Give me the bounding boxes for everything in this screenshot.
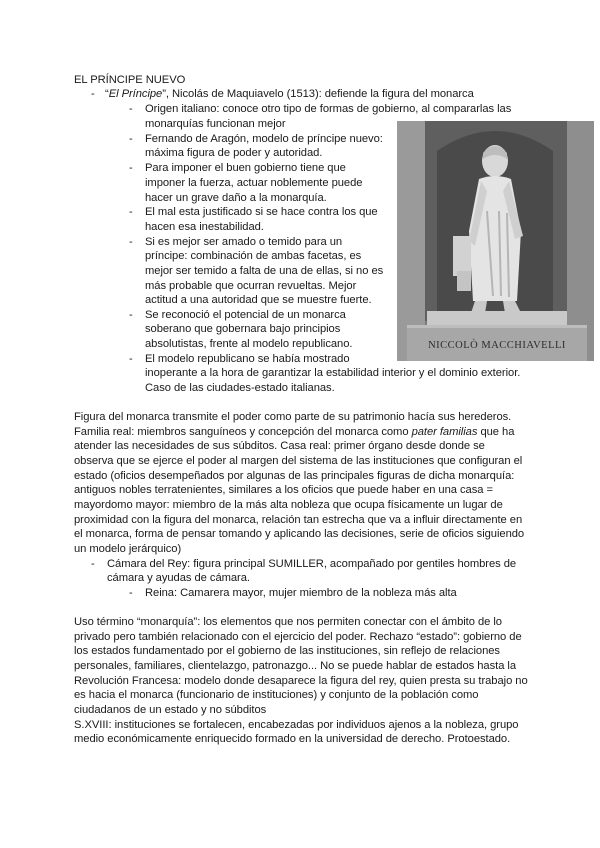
paragraph-line: personales, familiares, clientelazgo, patronazgo... No se puede hablar de estados hasta la xyxy=(74,660,517,672)
section-heading: EL PRÍNCIPE NUEVO xyxy=(74,74,186,86)
latin-term: pater familias xyxy=(411,426,478,438)
list-item: soberano que gobernara bajo principios xyxy=(145,323,341,335)
paragraph-line: es hacia el monarca (funcionario de instituciones) y conjunto de la población como xyxy=(74,689,479,701)
bullet-dash: - xyxy=(129,309,133,321)
bullet-dash: - xyxy=(129,353,133,365)
list-item: hacen esa inestabilidad. xyxy=(145,221,264,233)
bullet-dash: - xyxy=(129,103,133,115)
list-item: más probable que ocurran revueltas. Mejor xyxy=(145,280,357,292)
paragraph-line: ciudadanos de un estado y no súbditos xyxy=(74,704,267,716)
list-item: absolutistas, frente al modelo republicano. xyxy=(145,338,353,350)
list-item: Si es mejor ser amado o temido para un xyxy=(145,236,343,248)
list-item: Para imponer el buen gobierno tiene que xyxy=(145,162,346,174)
paragraph-line: los estados fundamentado por el gobierno de las instituciones, sin reflejo de relaciones xyxy=(74,645,500,657)
bullet-dash: - xyxy=(129,587,133,599)
paragraph-line: observa que se ejerce el poder al margen del sistema de las instituciones que configuran el xyxy=(74,455,523,467)
work-citation: “El Príncipe”, Nicolás de Maquiavelo (1513): defiende la figura del monarca xyxy=(105,88,474,100)
statue-illustration xyxy=(397,121,594,361)
list-item: Origen italiano: conoce otro tipo de formas de gobierno, al compararlas las xyxy=(145,103,512,115)
bullet-dash: - xyxy=(129,206,133,218)
statue-caption: NICCOLÒ MACCHIAVELLI xyxy=(428,340,566,351)
list-item: El modelo republicano se había mostrado xyxy=(145,353,350,365)
paragraph-line: mayordomo mayor: miembro de la más alta nobleza que ocupa físicamente un lugar de xyxy=(74,499,503,511)
bullet-dash: - xyxy=(129,133,133,145)
machiavelli-statue-photo xyxy=(397,121,594,361)
paragraph-line: el monarca, forma de pensar tomando y aplicando las decisiones, serie de oficios siguiendo xyxy=(74,528,525,540)
list-item: imponer la fuerza, actuar noblemente puede xyxy=(145,177,363,189)
bullet-dash: - xyxy=(91,558,95,570)
list-item: monarquías funcionan mejor xyxy=(145,118,286,130)
list-item: mejor ser temido a falta de una de ellas, si no es xyxy=(145,265,384,277)
list-item: Cámara del Rey: figura principal SUMILLER, acompañado por gentiles hombres de xyxy=(107,558,517,570)
bullet-dash: - xyxy=(129,162,133,174)
paragraph-line: Revolución Francesa: modelo donde desaparece la figura del rey, quien presta su trabajo no xyxy=(74,675,528,687)
list-item: Se reconoció el potencial de un monarca xyxy=(145,309,346,321)
paragraph-line: antiguos nobles terratenientes, similares a los oficios que puede haber en una casa = xyxy=(74,484,493,496)
list-item: El mal esta justificado si se hace contra los que xyxy=(145,206,378,218)
paragraph-line: S.XVIII: instituciones se fortalecen, encabezadas por individuos ajenos a la nobleza, grupo xyxy=(74,719,519,731)
list-item: actitud a una autoridad que se muestre fuerte. xyxy=(145,294,372,306)
list-item: inoperante a la hora de garantizar la estabilidad interior y el dominio exterior. xyxy=(145,367,521,379)
paragraph-line: privado pero también relacionado con el ejercicio del poder. Rechazo “estado”: gobierno de xyxy=(74,631,522,643)
paragraph-line: estado (oficios desempeñados por algunas de las principales figuras de dicha monarquía: xyxy=(74,470,515,482)
paragraph-line: Uso término “monarquía”: los elementos que nos permiten conectar con el ámbito de lo xyxy=(74,616,502,628)
list-item: máxima figura de poder y autoridad. xyxy=(145,147,323,159)
bullet-dash: - xyxy=(91,88,95,100)
list-item: Fernando de Aragón, modelo de príncipe nuevo: xyxy=(145,133,383,145)
list-item: hacer un grave daño a la monarquía. xyxy=(145,192,327,204)
list-item: príncipe: combinación de ambas facetas, es xyxy=(145,250,362,262)
bullet-dash: - xyxy=(129,236,133,248)
paragraph-line: proximidad con la figura del monarca, relación tan estrecha que va a influir directamente en xyxy=(74,514,523,526)
work-title: El Príncipe xyxy=(108,88,163,100)
paragraph-line: un modelo jerárquico) xyxy=(74,543,182,555)
list-item: Reina: Camarera mayor, mujer miembro de la nobleza más alta xyxy=(145,587,457,599)
paragraph-line: medio económicamente enriquecido formado en la universidad de derecho. Protoestado. xyxy=(74,733,511,745)
list-item: cámara y ayudas de cámara. xyxy=(107,572,250,584)
paragraph-line: Familia real: miembros sanguíneos y concepción del monarca como pater familias que ha xyxy=(74,426,515,438)
list-item: Caso de las ciudades-estado italianas. xyxy=(145,382,335,394)
paragraph-line: atender las necesidades de sus súbditos. Casa real: primer órgano desde donde se xyxy=(74,440,485,452)
paragraph-line: Figura del monarca transmite el poder como parte de su patrimonio hacía sus herederos. xyxy=(74,411,512,423)
